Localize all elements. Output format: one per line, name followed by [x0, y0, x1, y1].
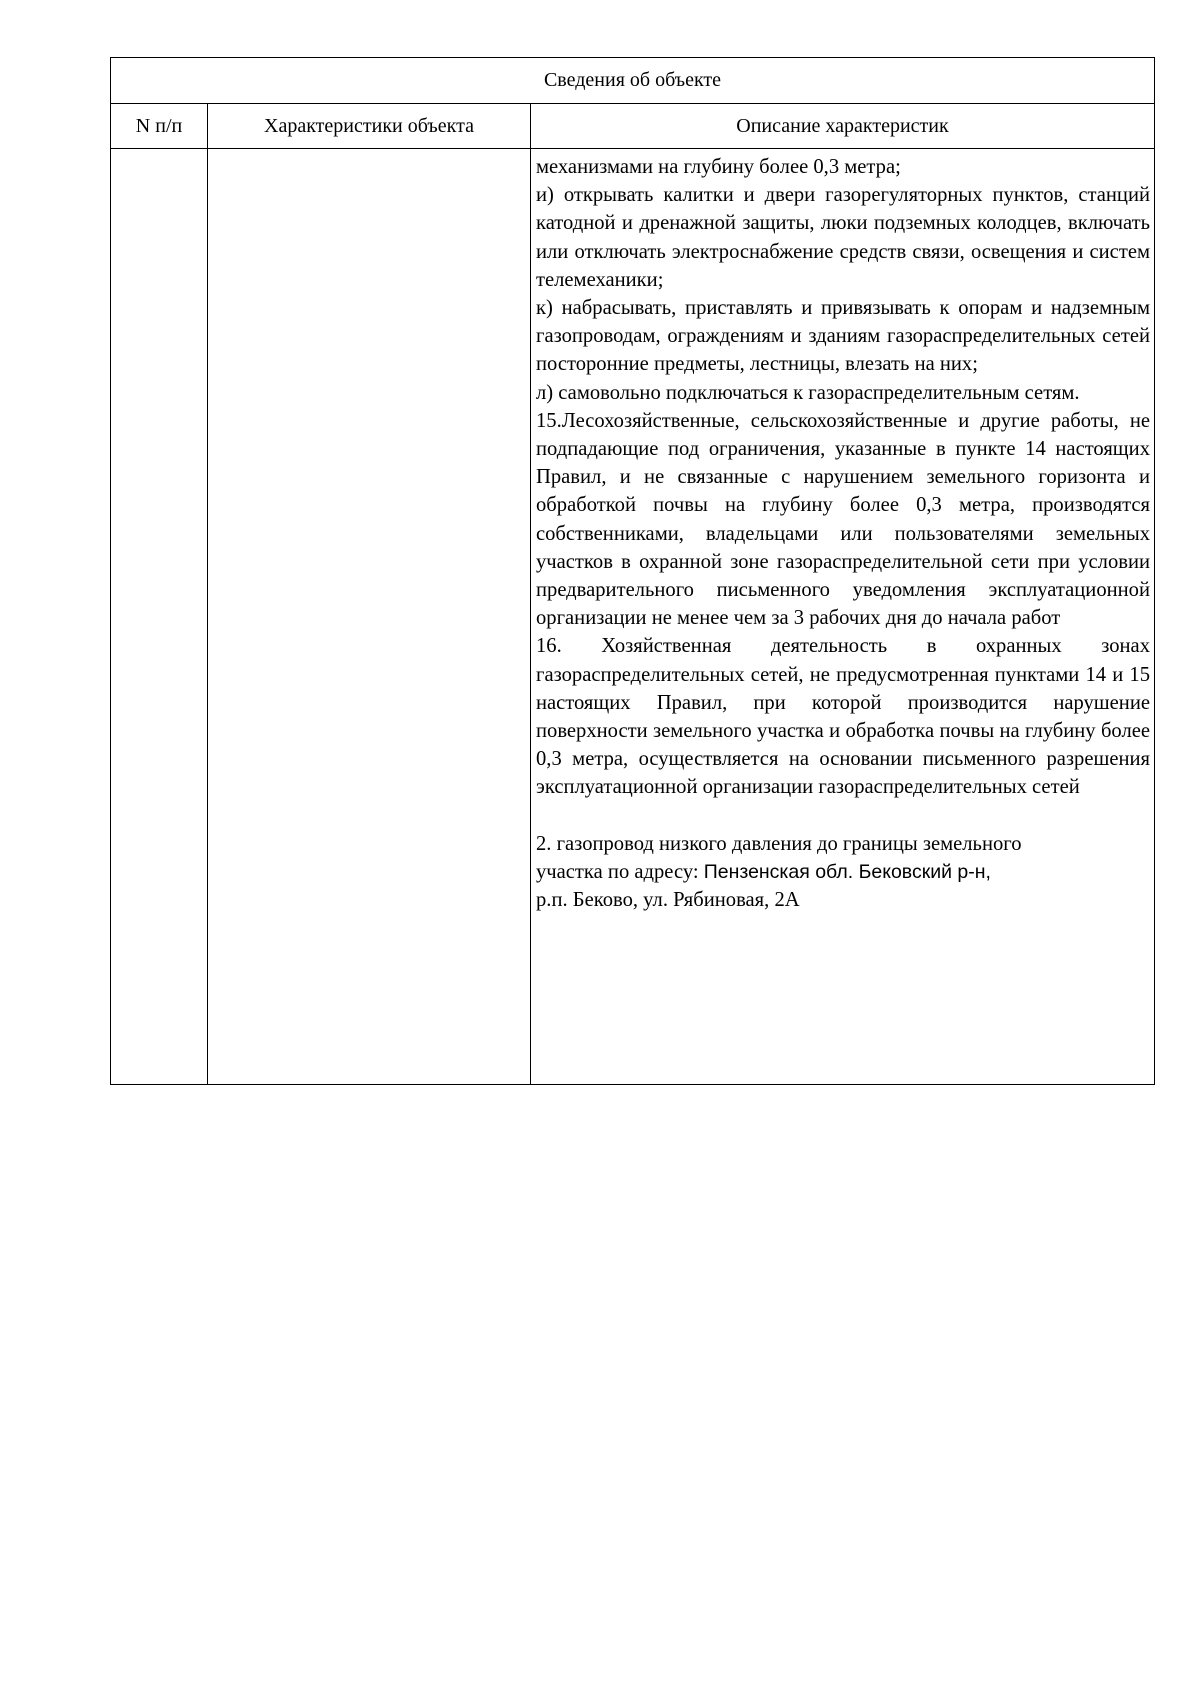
address-block [531, 830, 1154, 915]
description-paragraph: и) открывать калитки и двери газорегуляторных пунктов, станций катодной и дренажной защиты, люки подземных колодцев, включать или отключать электроснабжение средств связи, освещения и систем телемеханики; [536, 184, 1150, 291]
address-line-2-region: Пензенская обл. Бековский р-н, [703, 860, 991, 883]
address-line-1: 2. газопровод низкого давления до границы земельного [536, 832, 1022, 855]
cell-description [531, 149, 1155, 1085]
description-paragraph: 16. Хозяйственная деятельность в охранных зонах газораспределительных сетей, не предусмотренная пунктами 14 и 15 настоящих Правил, при которой производится нарушение поверхности земельного участка и обработка почвы на глубину более 0,3 метра, осуществляется на основании письменного разрешения эксплуатационной организации газораспределительных сетей [536, 635, 1150, 799]
cell-characteristics [208, 149, 531, 1085]
table-title-row [111, 58, 1155, 104]
cell-number [111, 149, 208, 1085]
header-number: N п/п [111, 104, 208, 149]
description-text [531, 149, 1154, 802]
paragraph-spacer [531, 802, 1154, 830]
address-line-2 [536, 858, 1150, 886]
description-paragraph: л) самовольно подключаться к газораспределительным сетям. [536, 381, 1080, 404]
object-info-table [110, 57, 1155, 1085]
description-paragraph: механизмами на глубину более 0,3 метра; [536, 156, 901, 178]
address-line-2-prefix: участка по адресу: [536, 860, 704, 883]
table-title: Сведения об объекте [111, 58, 1155, 104]
table-header-row [111, 104, 1155, 149]
description-paragraph: к) набрасывать, приставлять и привязывать к опорам и надземным газопроводам, ограждениям и зданиям газораспределительных сетей посторонние предметы, лестницы, влезать на них; [536, 297, 1150, 376]
header-description: Описание характеристик [531, 104, 1155, 149]
address-line-3: р.п. Беково, ул. Рябиновая, 2А [536, 889, 800, 912]
description-paragraph: 15.Лесохозяйственные, сельскохозяйственные и другие работы, не подпадающие под ограничения, указанные в пункте 14 настоящих Правил, и не связанные с нарушением земельного горизонта и обработкой почвы на глубину более 0,3 метра, производятся собственниками, владельцами или пользователями земельных участков в охранной зоне газораспределительной сети при условии предварительного письменного уведомления эксплуатационной организации не менее чем за 3 рабочих дня до начала работ [536, 409, 1150, 630]
header-characteristics: Характеристики объекта [208, 104, 531, 149]
table-row [111, 149, 1155, 1085]
